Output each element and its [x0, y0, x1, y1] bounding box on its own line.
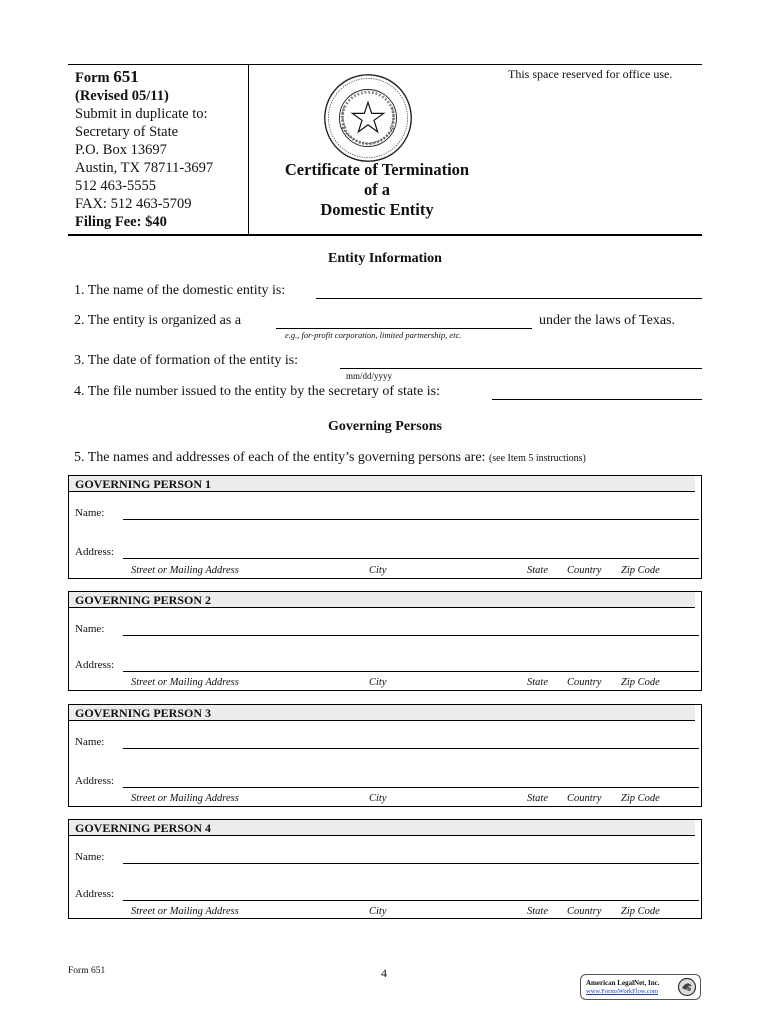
office-use-note: This space reserved for office use. — [508, 67, 673, 81]
title-line: Certificate of Termination — [284, 160, 470, 179]
name-field[interactable] — [123, 748, 699, 749]
texas-seal-icon — [322, 72, 414, 164]
submit-line: Secretary of State — [75, 124, 179, 140]
item-5-note: (see Item 5 instructions) — [488, 453, 586, 464]
form-label: Form — [75, 70, 110, 86]
name-field[interactable] — [123, 519, 699, 520]
revised-date: (Revised 05/11) — [75, 88, 169, 104]
name-label: Name: — [75, 851, 105, 863]
street-sublabel: Street or Mailing Address — [131, 677, 239, 688]
governing-person-title: GOVERNING PERSON 2 — [75, 593, 212, 607]
page-number: 4 — [381, 966, 387, 980]
governing-person-title: GOVERNING PERSON 3 — [75, 706, 212, 720]
address-label: Address: — [75, 888, 115, 900]
governing-person-header — [69, 705, 695, 721]
governing-person-title: GOVERNING PERSON 1 — [75, 477, 212, 491]
address-label: Address: — [75, 659, 115, 671]
entity-name-field[interactable] — [316, 298, 702, 299]
header-bottom-rule — [68, 234, 702, 236]
state-sublabel: State — [527, 906, 548, 917]
name-label: Name: — [75, 736, 105, 748]
item-3-label: 3. The date of formation of the entity is: — [74, 353, 299, 368]
publisher-logo-icon — [677, 977, 697, 997]
zip-sublabel: Zip Code — [621, 565, 660, 576]
publisher-badge[interactable] — [580, 974, 701, 1000]
entity-type-field[interactable] — [276, 328, 532, 329]
submit-line: 512 463-5555 — [75, 178, 156, 194]
state-sublabel: State — [527, 565, 548, 576]
title-line: of a — [363, 180, 391, 199]
governing-person-header — [69, 476, 695, 492]
publisher-link[interactable]: www.FormsWorkFlow.com — [586, 988, 658, 995]
name-label: Name: — [75, 507, 105, 519]
submit-line: P.O. Box 13697 — [75, 142, 167, 158]
formation-date-field[interactable] — [340, 368, 702, 369]
submit-line: Austin, TX 78711-3697 — [75, 160, 214, 176]
entity-type-hint: e.g., for-profit corporation, limited partnership, etc. — [285, 330, 462, 340]
governing-person-block — [68, 475, 702, 579]
certificate-title — [252, 160, 502, 220]
address-label: Address: — [75, 775, 115, 787]
name-field[interactable] — [123, 635, 699, 636]
form-number-line — [75, 68, 245, 87]
submit-line: Submit in duplicate to: — [75, 106, 208, 122]
street-sublabel: Street or Mailing Address — [131, 565, 239, 576]
state-sublabel: State — [527, 793, 548, 804]
city-sublabel: City — [369, 906, 387, 917]
name-field[interactable] — [123, 863, 699, 864]
filing-fee: Filing Fee: $40 — [75, 214, 167, 230]
form-number: 651 — [113, 67, 139, 86]
country-sublabel: Country — [567, 906, 602, 917]
address-field[interactable] — [123, 671, 699, 672]
governing-person-block — [68, 819, 702, 919]
file-number-field[interactable] — [492, 399, 702, 400]
date-format-hint: mm/dd/yyyy — [346, 371, 393, 381]
submit-line: FAX: 512 463-5709 — [75, 196, 192, 212]
item-5-text: 5. The names and addresses of each of the entity’s governing persons are: — [74, 450, 486, 465]
state-sublabel: State — [527, 677, 548, 688]
city-sublabel: City — [369, 565, 387, 576]
address-label: Address: — [75, 546, 115, 558]
governing-person-title: GOVERNING PERSON 4 — [75, 821, 212, 835]
country-sublabel: Country — [567, 793, 602, 804]
item-4-label: 4. The file number issued to the entity by the secretary of state is: — [74, 384, 440, 399]
header-top-rule — [68, 64, 702, 65]
governing-person-block — [68, 591, 702, 691]
governing-person-header — [69, 592, 695, 608]
city-sublabel: City — [369, 677, 387, 688]
governing-persons-heading: Governing Persons — [328, 419, 442, 434]
address-field[interactable] — [123, 558, 699, 559]
governing-person-header — [69, 820, 695, 836]
street-sublabel: Street or Mailing Address — [131, 793, 239, 804]
zip-sublabel: Zip Code — [621, 793, 660, 804]
footer-form-ref: Form 651 — [68, 966, 106, 976]
street-sublabel: Street or Mailing Address — [131, 906, 239, 917]
city-sublabel: City — [369, 793, 387, 804]
zip-sublabel: Zip Code — [621, 906, 660, 917]
header-divider — [248, 64, 249, 235]
item-1-label: 1. The name of the domestic entity is: — [74, 283, 286, 298]
filing-info — [75, 68, 245, 231]
zip-sublabel: Zip Code — [621, 677, 660, 688]
item-5-label — [74, 450, 586, 466]
item-2-label: 2. The entity is organized as a — [74, 313, 242, 328]
address-field[interactable] — [123, 900, 699, 901]
title-line: Domestic Entity — [320, 200, 434, 219]
country-sublabel: Country — [567, 677, 602, 688]
entity-information-heading: Entity Information — [328, 251, 442, 266]
name-label: Name: — [75, 623, 105, 635]
address-field[interactable] — [123, 787, 699, 788]
publisher-name: American LegalNet, Inc. — [586, 979, 660, 987]
governing-person-block — [68, 704, 702, 807]
item-2-suffix: under the laws of Texas. — [539, 313, 676, 328]
country-sublabel: Country — [567, 565, 602, 576]
